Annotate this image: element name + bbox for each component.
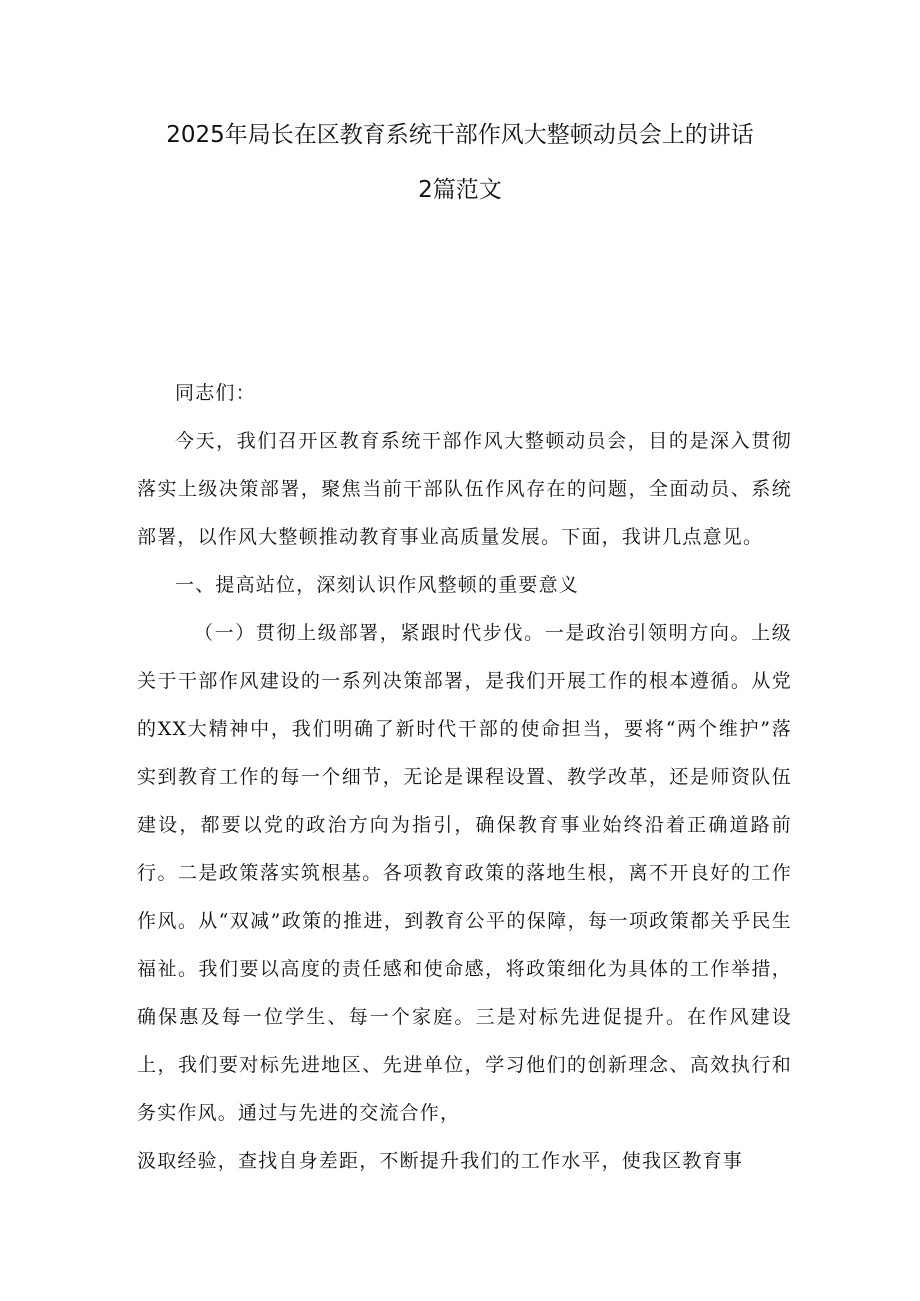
document-title-line1: 2025年局长在区教育系统干部作风大整顿动员会上的讲话 (166, 122, 754, 148)
paragraph-subsection-1: （一）贯彻上级部署，紧跟时代步伐。一是政治引领明方向。上级关于干部作风建设的一系列决策部署，是我们开展工作的根本遵循。从党的XX大精神中，我们明确了新时代干部的使命担当，要将“两个维护”落实到教育工作的每一个细节，无论是课程设置、教学改革，还是师资队伍建设，都要以党的政治方向为指引，确保教育事业始终沿着正确道路前行。二是政策落实筑根基。各项教育政策的落地生根，离不开良好的工作作风。从“双减”政策的推进，到教育公平的保障，每一项政策都关乎民生福祉。我们要以高度的责任感和使命感，将政策细化为具体的工作举措，确保惠及每一位学生、每一个家庭。三是对标先进促提升。在作风建设上，我们要对标先进地区、先进单位，学习他们的创新理念、高效执行和务实作风。通过与先进的交流合作， (137, 622, 792, 1124)
document-body (137, 369, 792, 1185)
section-heading-1: 一、提高站位，深刻认识作风整顿的重要意义 (175, 574, 580, 596)
paragraph-continuation: 汲取经验，查找自身差距，不断提升我们的工作水平，使我区教育事 (137, 1150, 744, 1172)
document-title-line2: 2篇范文 (418, 177, 502, 203)
greeting: 同志们： (175, 382, 256, 404)
paragraph-intro: 今天，我们召开区教育系统干部作风大整顿动员会，目的是深入贯彻落实上级决策部署，聚焦当前干部队伍作风存在的问题，全面动员、系统部署，以作风大整顿推动教育事业高质量发展。下面，我讲几点意见。 (137, 430, 792, 548)
